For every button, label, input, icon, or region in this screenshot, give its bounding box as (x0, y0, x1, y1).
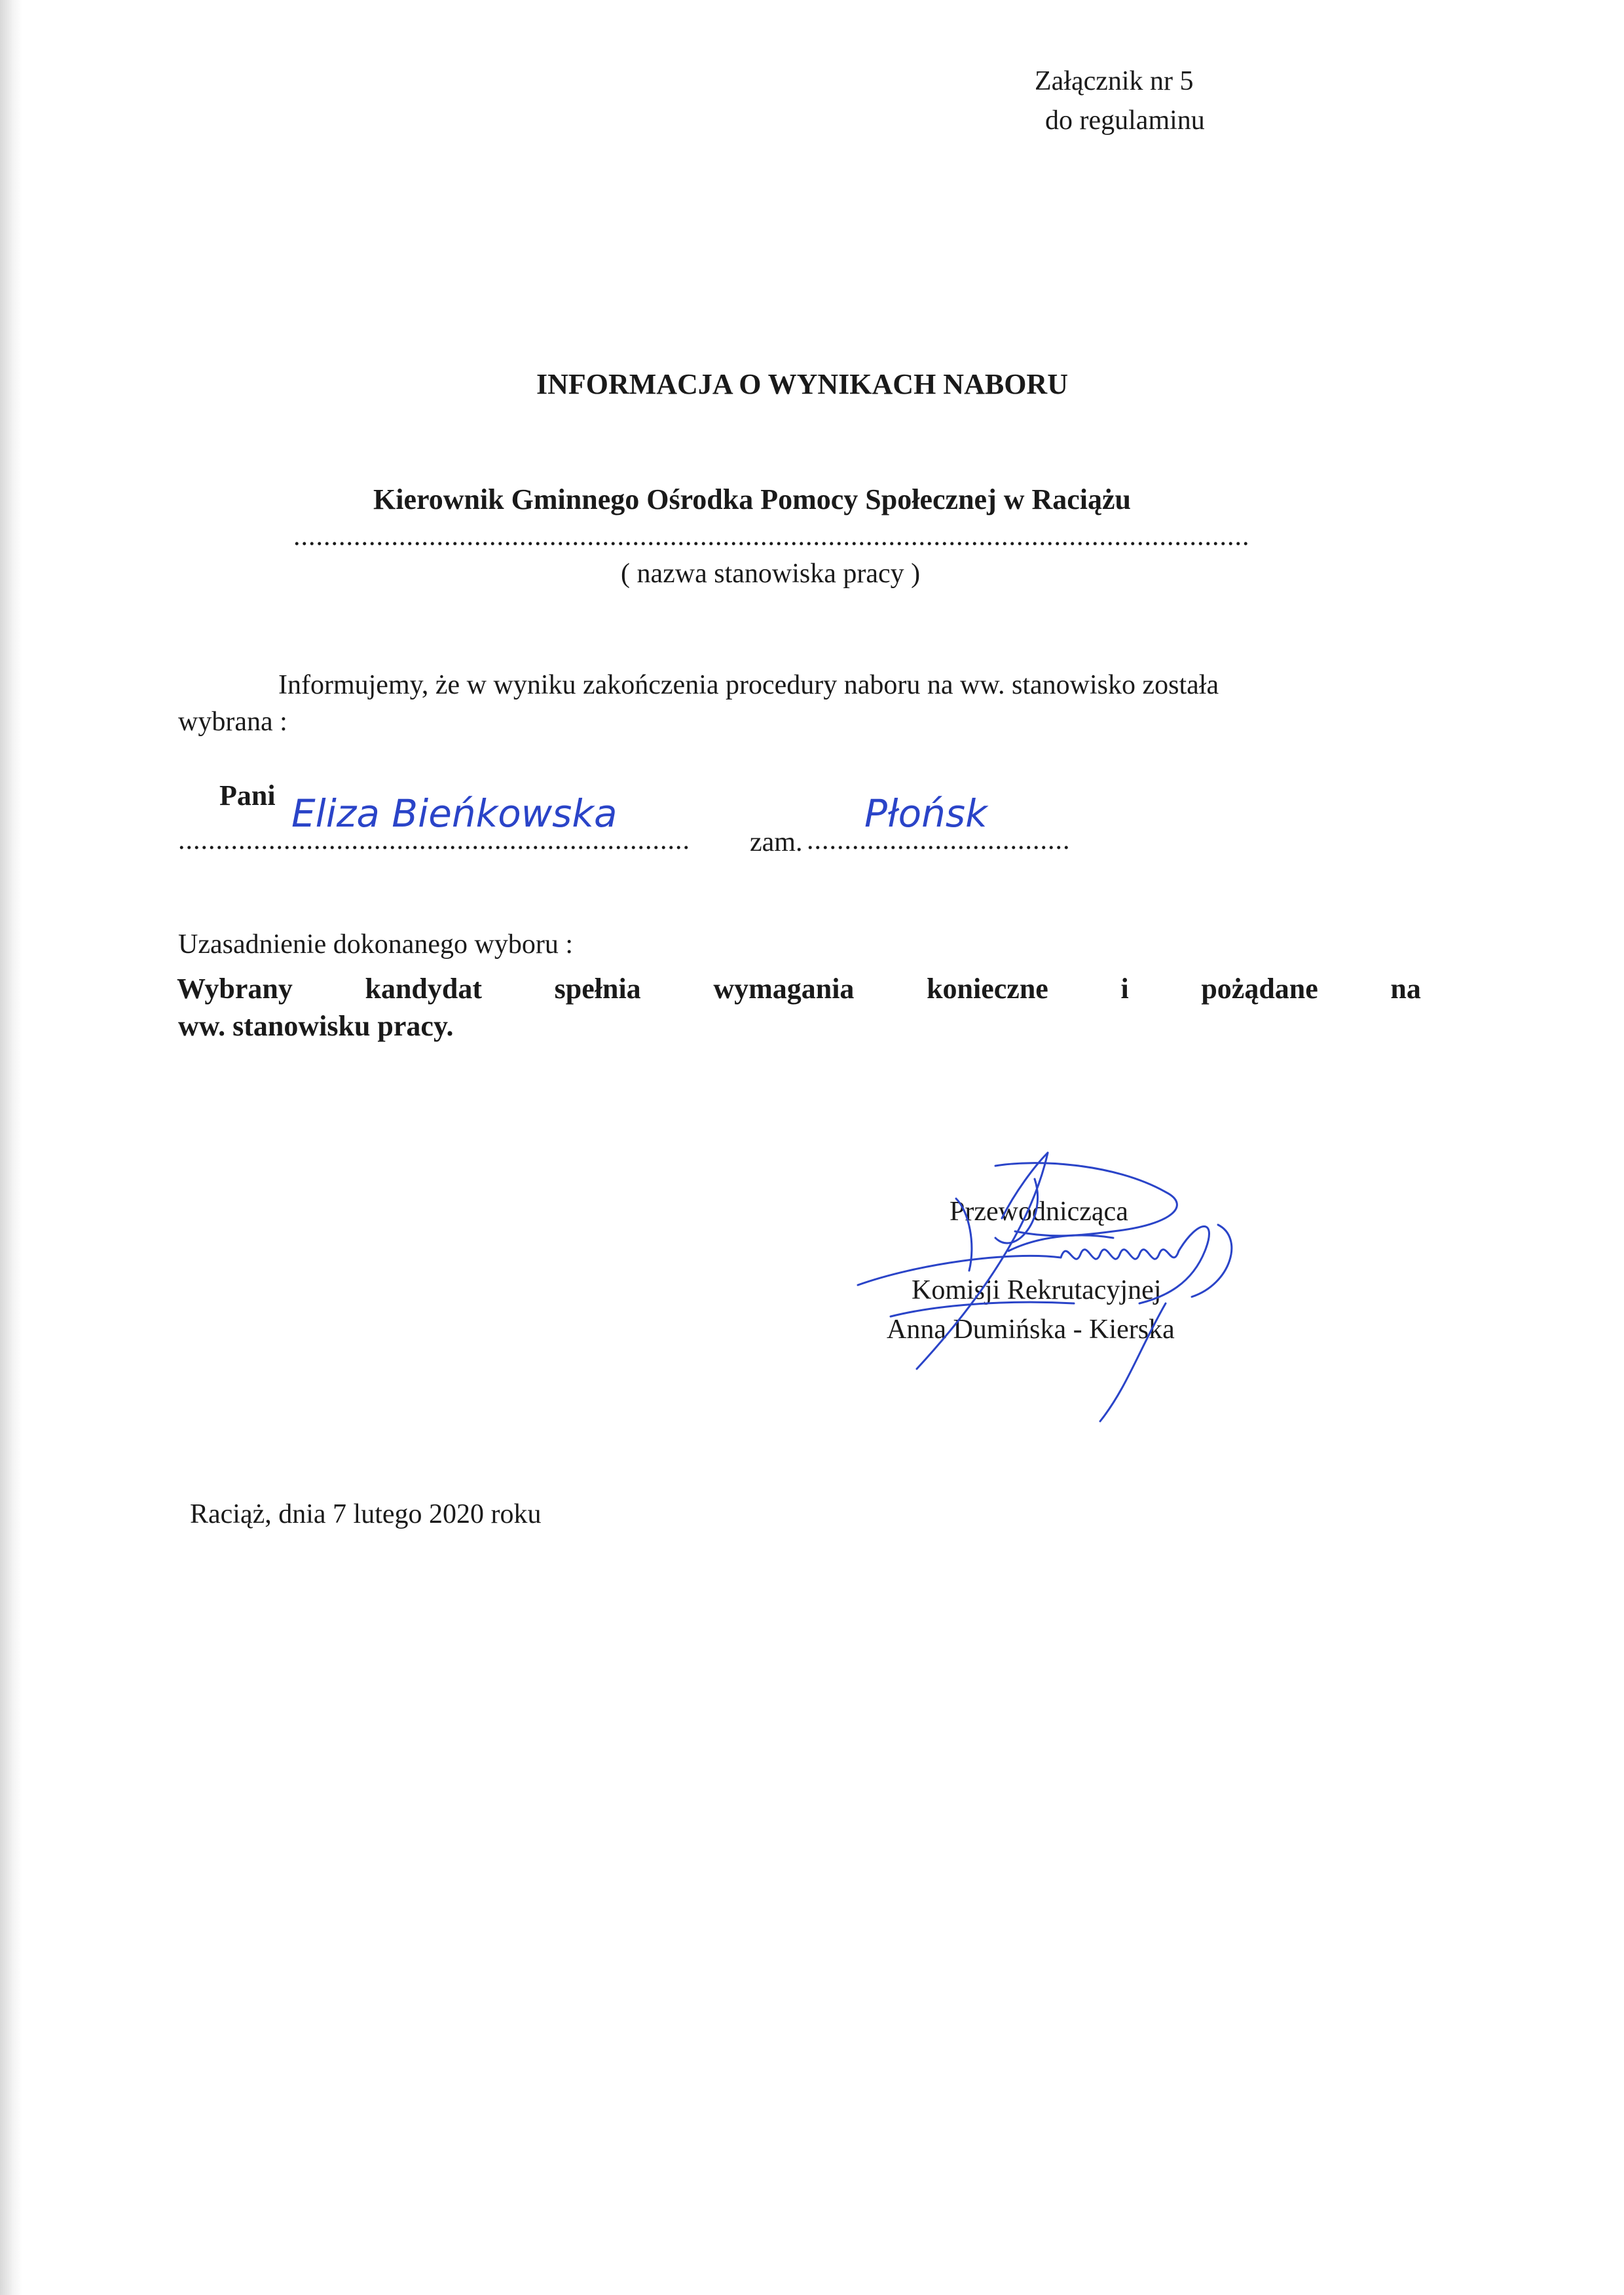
justification-word: konieczne (927, 973, 1048, 1005)
candidate-place-dots: ................................... (807, 827, 1071, 854)
justification-word: spełnia (554, 973, 641, 1005)
info-line-2: wybrana : (178, 707, 287, 737)
attachment-regulation: do regulaminu (1045, 105, 1205, 136)
justification-word: pożądane (1201, 973, 1318, 1005)
justification-word: Wybrany (177, 973, 293, 1005)
justification-line-1 (177, 972, 1421, 1005)
candidate-name-handwritten: Eliza Bieńkowska (291, 791, 618, 836)
position-dots: ............................................................................................................................... (293, 523, 1250, 550)
attachment-number: Załącznik nr 5 (1035, 66, 1194, 96)
date-line: Raciąż, dnia 7 lutego 2020 roku (190, 1499, 542, 1529)
justification-word: wymagania (713, 973, 855, 1005)
justification-label: Uzasadnienie dokonanego wyboru : (178, 929, 573, 960)
candidate-zam-label: zam. (750, 827, 803, 857)
handwritten-signature (799, 1140, 1297, 1441)
candidate-salutation: Pani (219, 779, 276, 812)
position-caption: ( nazwa stanowiska pracy ) (621, 559, 921, 589)
signatory-title: Przewodnicząca (950, 1197, 1128, 1227)
candidate-place-handwritten: Płońsk (864, 791, 987, 836)
signatory-committee: Komisji Rekrutacyjnej (912, 1275, 1162, 1305)
candidate-name-dots: .................................................................... (178, 827, 690, 854)
signatory-name: Anna Dumińska - Kierska (887, 1315, 1175, 1345)
info-line-1: Informujemy, że w wyniku zakończenia procedury naboru na ww. stanowisko została (278, 670, 1219, 700)
justification-line-2: ww. stanowisku pracy. (178, 1010, 454, 1042)
position-name: Kierownik Gminnego Ośrodka Pomocy Społecznej w Raciążu (373, 483, 1132, 515)
justification-word: i (1120, 973, 1129, 1005)
document-title: INFORMACJA O WYNIKACH NABORU (536, 368, 1068, 400)
scan-edge-shadow (0, 0, 22, 2295)
justification-word: na (1390, 973, 1421, 1005)
justification-word: kandydat (365, 973, 483, 1005)
